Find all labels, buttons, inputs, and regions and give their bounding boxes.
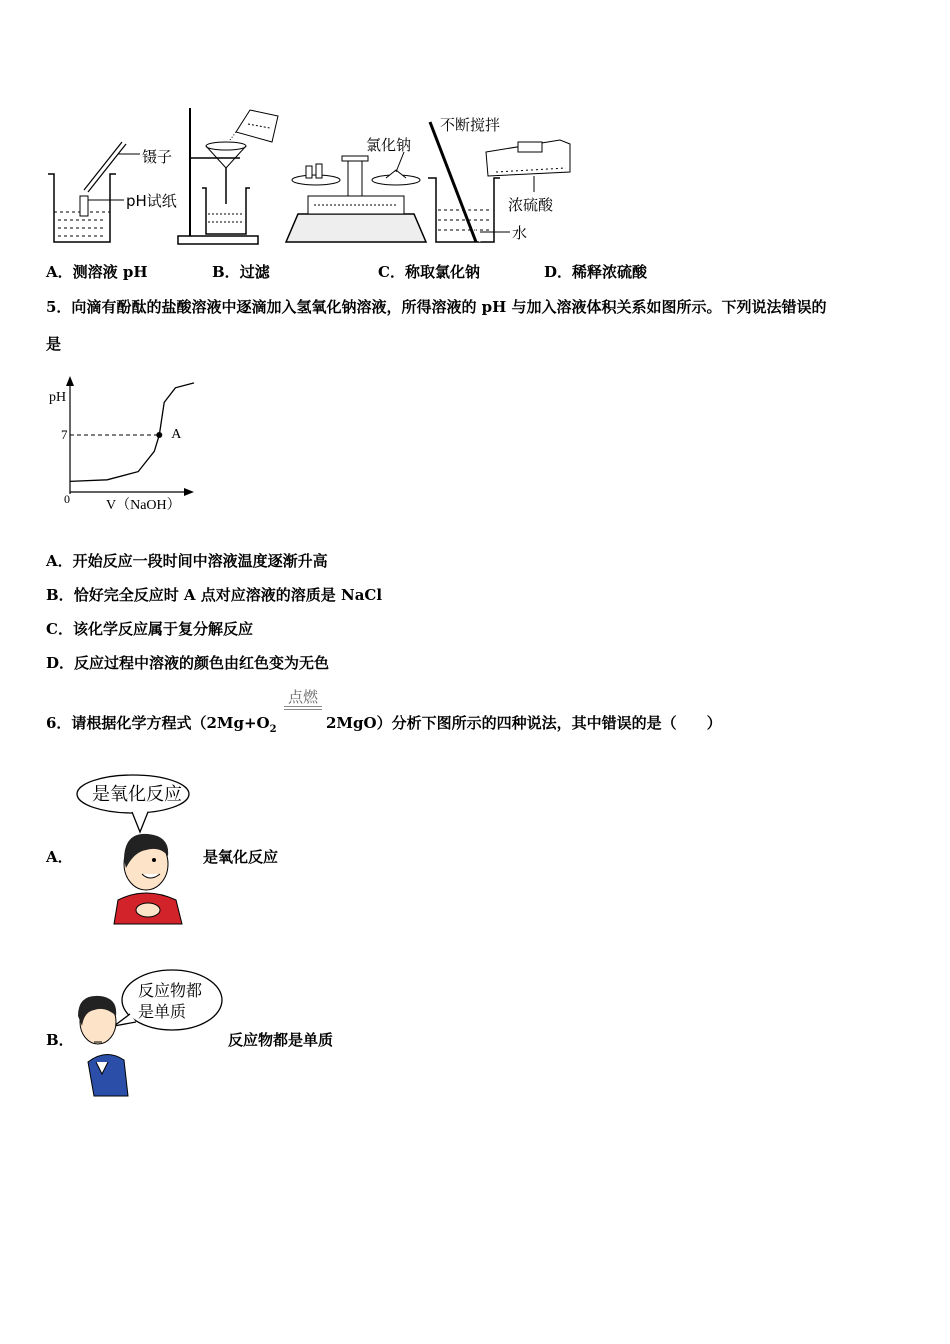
figure-dilution xyxy=(428,116,570,242)
q5-option-a: A．开始反应一段时间中溶液温度逐渐升高 xyxy=(46,552,328,570)
q6-option-a-letter: A． xyxy=(46,848,73,866)
q5-option-c: C．该化学反应属于复分解反应 xyxy=(46,620,253,638)
q6-option-b-letter: B． xyxy=(46,1031,74,1049)
q4-option-b: B．过滤 xyxy=(212,263,270,281)
bubble-a-text: 是氧化反应 xyxy=(92,784,182,805)
q6-option-a-text: 是氧化反应 xyxy=(203,848,279,866)
q4-option-d: D．稀释浓硫酸 xyxy=(544,263,648,281)
q5-option-d: D．反应过程中溶液的颜色由红色变为无色 xyxy=(46,654,330,672)
x-axis-label: V（NaOH） xyxy=(106,498,181,513)
equation-bar-bottom xyxy=(284,709,322,710)
q6-stem-suffix: 2MgO）分析下图所示的四种说法，其中错误的是（ ） xyxy=(326,714,722,732)
figure-balance xyxy=(286,136,426,242)
y-axis-arrow xyxy=(66,376,74,386)
x-axis-arrow xyxy=(184,488,194,496)
label-conc-acid: 浓硫酸 xyxy=(508,196,554,214)
equation-bar-top xyxy=(284,706,322,707)
ph-curve-chart xyxy=(40,372,210,520)
apparatus-figures xyxy=(40,96,600,248)
boy-speaking-a-illustration xyxy=(74,770,194,930)
boy-speaking-b-illustration xyxy=(66,966,224,1106)
bubble-b-line2: 是单质 xyxy=(138,1002,187,1021)
q6-stem: 6．请根据化学方程式（$2Mg+O_2$ xyxy=(46,714,277,735)
label-water: 水 xyxy=(512,224,528,242)
reaction-condition: 点燃 xyxy=(287,688,318,706)
origin-label: 0 xyxy=(64,492,70,506)
q5-option-b: B．恰好完全反应时 A 点对应溶液的溶质是 NaCl xyxy=(46,586,383,604)
label-nacl: 氯化钠 xyxy=(366,136,412,154)
q5-stem: 5．向滴有酚酞的盐酸溶液中逐滴加入氢氧化钠溶液，所得溶液的 pH 与加入溶液体积关系如图所示。下列说法错误的 xyxy=(46,298,827,316)
point-a xyxy=(156,432,162,438)
y-tick-7: 7 xyxy=(61,427,68,442)
label-stir: 不断搅拌 xyxy=(440,116,501,134)
q5-stem-continued: 是 xyxy=(46,335,62,353)
q4-option-c: C．称取氯化钠 xyxy=(378,263,480,281)
label-ph-paper: pH试纸 xyxy=(126,192,177,210)
point-a-label: A xyxy=(171,427,182,442)
bubble-b-line1: 反应物都 xyxy=(138,981,203,1000)
q6-option-b-text: 反应物都是单质 xyxy=(228,1031,334,1049)
figure-measure-ph xyxy=(48,142,177,242)
q4-option-a: A．测溶液 pH xyxy=(46,263,148,281)
label-tweezers: 镊子 xyxy=(142,148,173,166)
figure-filtration xyxy=(178,108,278,244)
y-axis-label: pH xyxy=(49,390,67,405)
